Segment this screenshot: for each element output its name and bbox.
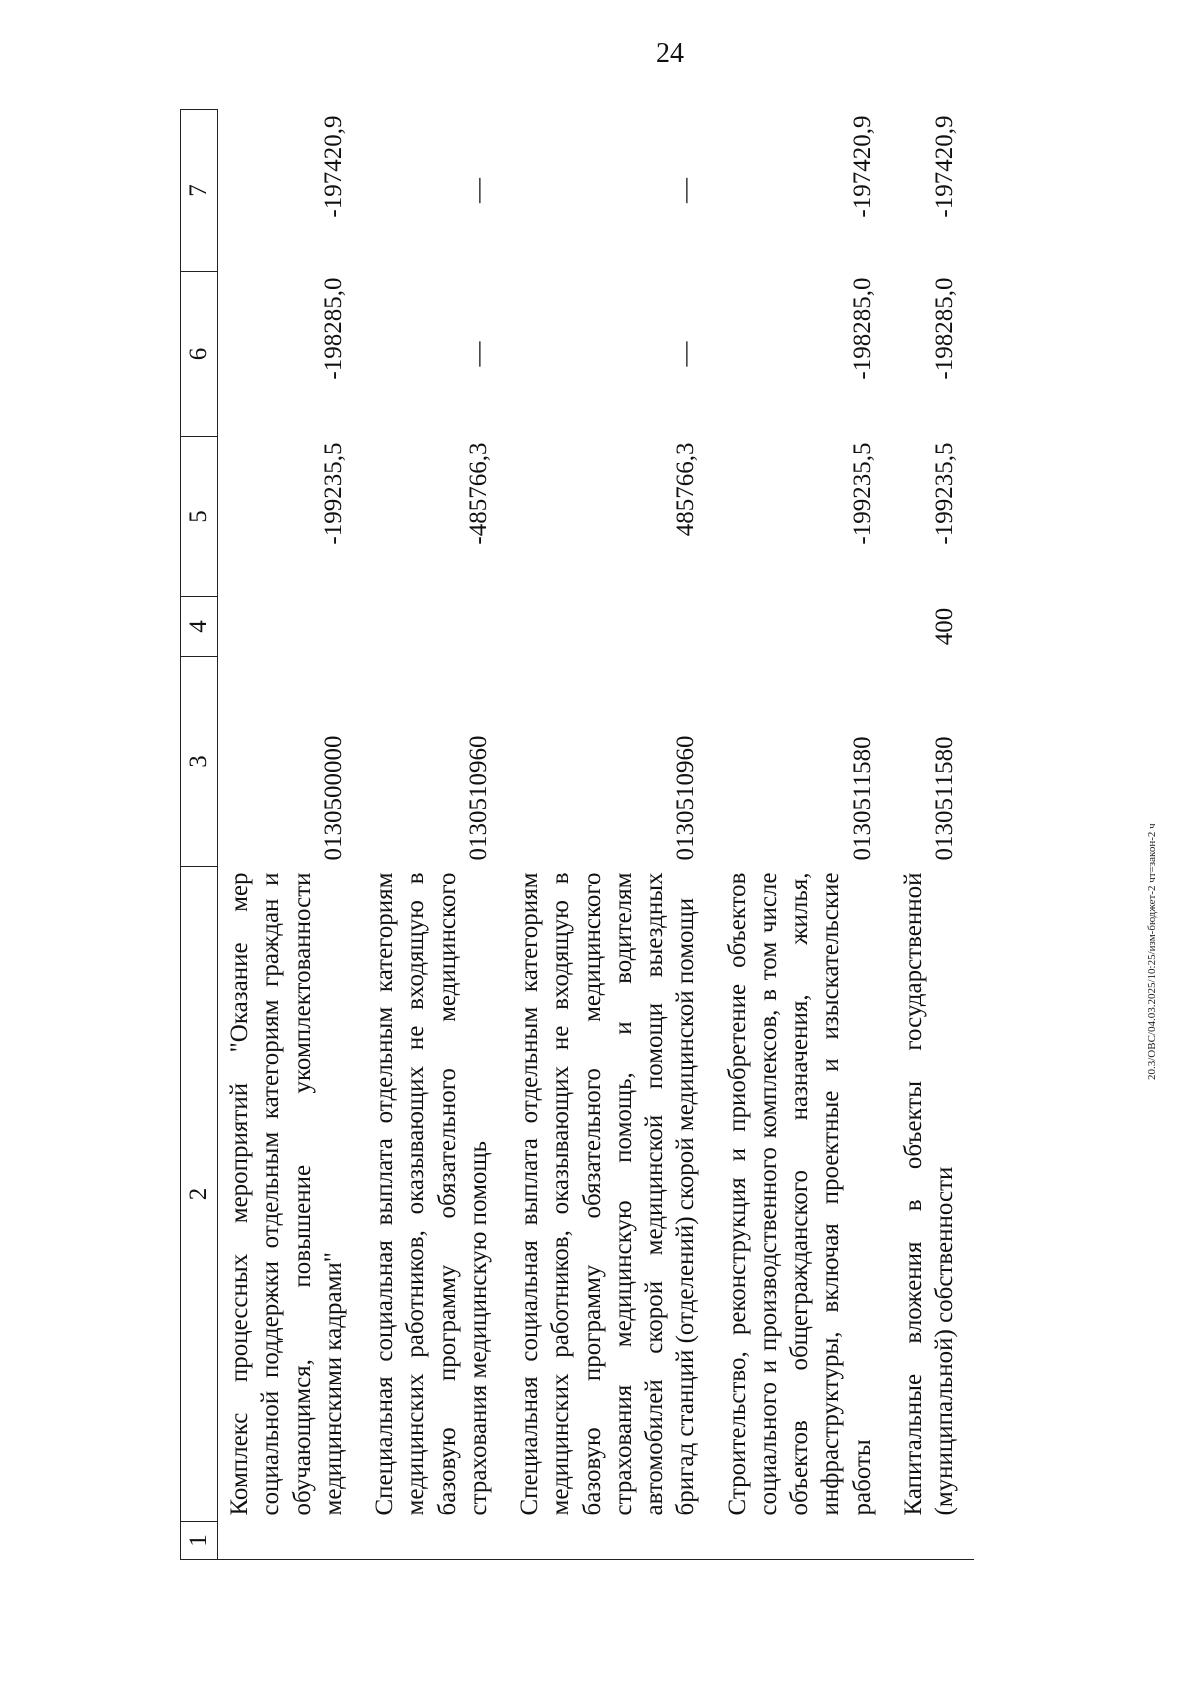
document-footer-code: 20.3/ОВС/04.03.2025/10:25/изм-бюджет-2 чт=закон-2 ч: [1146, 823, 1158, 1080]
row-value-6: —: [672, 341, 700, 367]
column-header-5: 5: [181, 437, 218, 597]
table-header-row: [181, 110, 218, 1560]
row-name: Строительство, реконструкция и приобретение объектов социального и производственного комплексов, в том числе объектов общегражданского назначения, жилья, инфраструктуры, включая проектные и изыскательские работы: [723, 872, 876, 1516]
row-group: 400: [931, 607, 958, 646]
row-group: [716, 597, 892, 657]
row-name: Специальная социальная выплата отдельным категориям медицинских работников, оказывающих не входящую в базовую программу обязательного медицинского страхования медицинскую помощь, и водителям автомобилей скорой медицинской помощи выездных бригад станций (отделений) скорой медицинской помощи: [516, 872, 700, 1516]
row-group: [508, 597, 716, 657]
row-value-5: -199235,5: [931, 442, 958, 545]
row-group: [218, 597, 364, 657]
row-group: [363, 597, 508, 657]
row-number-cell: [218, 1522, 364, 1560]
table-row: [892, 110, 975, 1560]
column-header-2: 2: [181, 867, 218, 1522]
row-value-6: —: [464, 341, 492, 367]
row-code: 0130510960: [672, 735, 700, 861]
page-number: 24: [656, 38, 684, 69]
budget-table-container: [180, 110, 1080, 1560]
row-name: Специальная социальная выплата отдельным категориям медицинских работников, оказывающих не входящую в базовую программу обязательного медицинского страхования медицинскую помощь: [371, 872, 492, 1516]
row-value-7: -197420,9: [319, 115, 347, 218]
row-code: 0130511580: [931, 736, 958, 861]
row-number-cell: [363, 1522, 508, 1560]
row-code: 0130510960: [464, 735, 492, 861]
row-name: Капитальные вложения в объекты государственной (муниципальной) собственности: [899, 872, 958, 1516]
column-header-7: 7: [181, 110, 218, 272]
table-row: [508, 110, 716, 1560]
table-row: [363, 110, 508, 1560]
row-number-cell: [508, 1522, 716, 1560]
row-code: 0130511580: [848, 736, 876, 861]
row-value-7: —: [672, 178, 700, 203]
row-value-7: -197420,9: [931, 115, 958, 218]
row-number-cell: [716, 1522, 892, 1560]
row-number-cell: [892, 1522, 975, 1560]
row-value-5: -199235,5: [319, 442, 347, 545]
row-value-7: -197420,9: [848, 115, 876, 218]
table-row: [716, 110, 892, 1560]
row-value-6: -198285,0: [319, 277, 347, 380]
table-row: [218, 110, 364, 1560]
budget-table: [180, 109, 974, 1560]
column-header-6: 6: [181, 272, 218, 437]
row-value-5: -485766,3: [464, 442, 492, 545]
row-value-5: -199235,5: [848, 442, 876, 545]
column-header-1: 1: [181, 1522, 218, 1560]
column-header-4: 4: [181, 597, 218, 657]
row-code: 0130500000: [319, 735, 347, 861]
row-value-6: -198285,0: [848, 277, 876, 380]
row-value-7: —: [464, 178, 492, 203]
column-header-3: 3: [181, 657, 218, 867]
row-value-6: -198285,0: [931, 277, 958, 380]
row-name: Комплекс процессных мероприятий "Оказание мер социальной поддержки отдельным категориям граждан и обучающимся, повышение укомплектованности медицинскими кадрами": [226, 872, 347, 1516]
row-value-5: 485766,3: [672, 442, 700, 537]
